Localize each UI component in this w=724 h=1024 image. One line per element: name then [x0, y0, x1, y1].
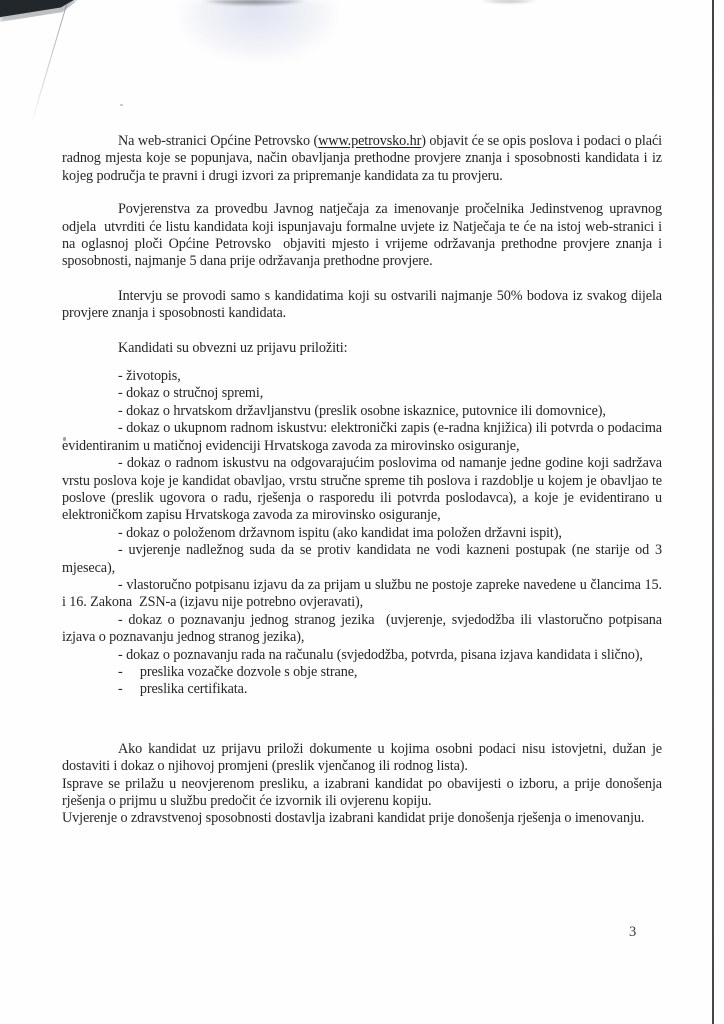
paragraph-web-announcement-end: ) objavit će se opis poslova i podaci o plaći radnog mjesta koje se popunjava, način obavljanja prethodne provjere znanja i sposobnosti kandidata i iz kojeg područja te pravni i drugi izvori za pripremanje kandidata za tu provjeru.: [62, 133, 666, 184]
list-item-drzavljanstvo: - dokaz o hrvatskom državljanstvu (preslik osobne iskaznice, putovnice ili domovnice),: [118, 402, 606, 419]
list-item-uvjerenje-suda: - uvjerenje nadležnog suda da se protiv kandidata ne vodi kazneni postupak (ne starije od 3 mjeseca),: [62, 542, 666, 576]
list-item-certifikat: - preslika certifikata.: [118, 681, 248, 698]
document-body: [62, 133, 666, 828]
scan-speck-small: [120, 104, 123, 106]
list-item-strucna-sprema: - dokaz o stručnoj spremi,: [118, 385, 264, 402]
petrovsko-url-text: www.petrovsko.hr: [318, 133, 422, 149]
list-item-vozacka-dozvola: - preslika vozačke dozvole s obje strane,: [118, 663, 358, 680]
scan-curl-shadow-arc: [192, 0, 316, 8]
list-item-radno-iskustvo-poslovi: - dokaz o radnom iskustvu na odgovarajućim poslovima od namanje jedne godine koji sadržava vrstu poslova koje je kandidat obavljao, vrstu stručne spreme tih poslova i razdoblje u kojem je obavljao te poslove (preslik ugovora o radu, rješenja o rasporedu ili potvrda poslodavca), a koje je evidentirano u elektroničkom zapisu Hrvatskoga zavoda za mirovinsko osiguranje,: [62, 455, 666, 524]
scan-right-edge-line: [712, 0, 714, 1024]
paragraph-web-announcement-start: Na web-stranici Općine Petrovsko (: [118, 133, 319, 149]
list-item-drzavni-ispit: - dokaz o položenom državnom ispitu (ako kandidat ima položen državni ispit),: [118, 524, 562, 541]
list-item-zivotopis: - životopis,: [118, 368, 181, 385]
scan-fold-line: [30, 5, 67, 127]
list-item-rad-na-racunalu: - dokaz o poznavanju rada na računalu (svjedodžba, potvrda, pisana izjava kandidata i slično),: [118, 646, 643, 663]
list-item-strani-jezik: - dokaz o poznavanju jednog stranog jezika (uvjerenje, svjedodžba ili vlastoručno potpisana izjava o poznavanju jednog stranog jezika),: [62, 611, 666, 646]
paragraph-povjerenstvo: Povjerenstva za provedbu Javnog natječaja za imenovanje pročelnika Jedinstvenog upravnog odjela utvrditi će listu kandidata koji ispunjavaju formalne uvjete iz Natječaja te će na istoj web-stranici i na oglasnoj ploči Općine Petrovsko objaviti mjesto i vrijeme održavanja prethodne provjere znanja i sposobnosti, najmanje 5 dana prije održavanja prethodne provjere.: [62, 201, 666, 270]
scan-curl-shadow-blob: [178, 0, 338, 62]
paragraph-osobni-podaci: Ako kandidat uz prijavu priloži dokumente u kojima osobni podaci nisu istovjetni, dužan je dostaviti i dokaz o njihovoj promjeni (preslik vjenčanog ili rodnog lista).: [62, 740, 666, 775]
paragraph-intervju: Intervju se provodi samo s kandidatima koji su ostvarili najmanje 50% bodova iz svakog dijela provjere znanja i sposobnosti kandidata.: [62, 287, 666, 322]
paragraph-web-announcement: [62, 133, 666, 185]
closing-block: [62, 740, 666, 828]
scan-top-smudge: [476, 0, 542, 5]
list-item-ukupno-radno-iskustvo: - dokaz o ukupnom radnom iskustvu: elektronički zapis (e-radna knjižica) ili potvrda o podacima evidentiranim u matičnoj evidenciji Hrvatskoga zavoda za mirovinsko osiguranje,: [62, 420, 666, 454]
list-item-izjava-zapreke: - vlastoručno potpisanu izjavu da za prijam u službu ne postoje zapreke navedene u člancima 15. i 16. Zakona ZSN-a (izjavu nije potrebno ovjeravati),: [62, 576, 666, 611]
list-intro: Kandidati su obvezni uz prijavu priložiti:: [118, 339, 348, 356]
paragraph-isprave: Isprave se prilažu u neovjerenom presliku, a izabrani kandidat po obavijesti o izboru, a prije donošenja rješenja o prijmu u službu predočit će izvornik ili ovjerenu kopiju.: [62, 775, 666, 809]
page-number: 3: [629, 924, 637, 940]
paragraph-zdravstvena-sposobnost: Uvjerenje o zdravstvenoj sposobnosti dostavlja izabrani kandidat prije donošenja rješenja o imenovanju.: [62, 810, 645, 827]
